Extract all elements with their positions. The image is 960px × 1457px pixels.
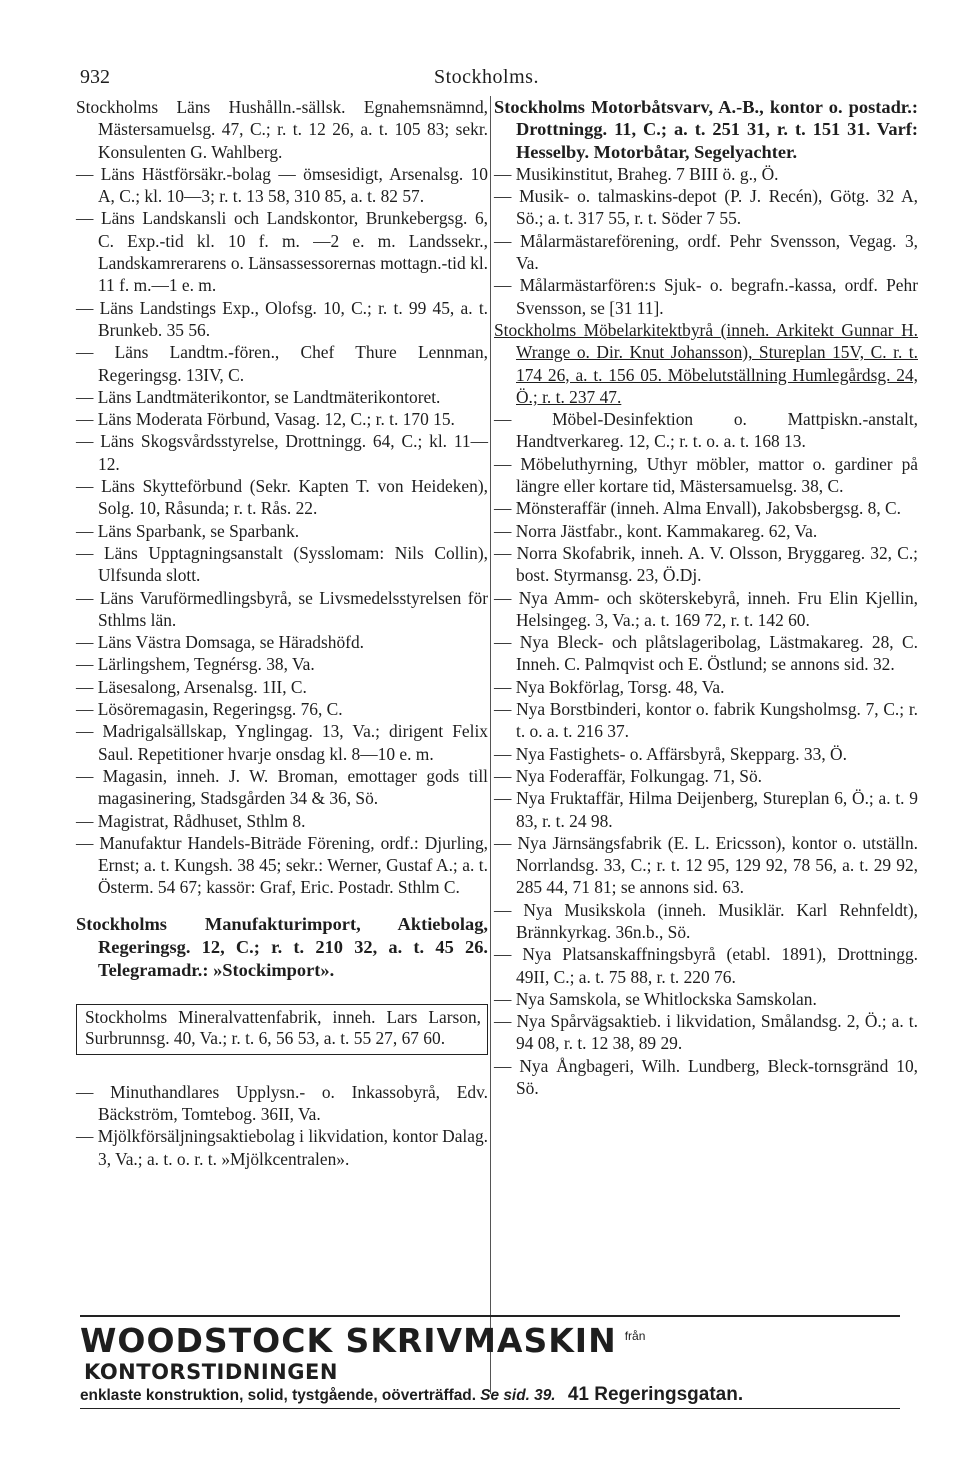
directory-entry: — Nya Samskola, se Whitlockska Samskolan. (494, 988, 817, 1009)
left-entry-list-tail (76, 1081, 488, 1170)
directory-entry: — Nya Musikskola (inneh. Musiklär. Karl Rehnfeldt), Brännkyrkag. 36n.b., Sö. (494, 899, 918, 942)
directory-entry: — Nya Borstbinderi, kontor o. fabrik Kungsholmsg. 7, C.; r. t. o. a. t. 216 37. (494, 699, 918, 742)
directory-entry: — Läsesalong, Arsenalsg. 1II, C. (76, 676, 307, 697)
right-column (494, 96, 918, 1099)
directory-entry: — Nya Bokförlag, Torsg. 48, Va. (494, 676, 725, 697)
directory-entry: — Mjölkförsäljningsaktiebolag i likvidation, kontor Dalag. 3, Va.; a. t. o. r. t. »Mjölkcentralen». (76, 1126, 489, 1169)
directory-entry: — Nya Amm- och sköterskebyrå, inneh. Fru Elin Kjellin, Helsingeg. 3, Va.; a. t. 169 72, r. t. 142 60. (494, 587, 918, 630)
advertisement-banner (80, 1315, 900, 1409)
directory-entry: — Läns Upptagningsanstalt (Sysslomam: Nils Collin), Ulfsunda slott. (76, 542, 488, 586)
directory-entry: — Manufaktur Handels-Biträde Förening, ordf.: Djurling, Ernst; a. t. Kungsh. 38 45; sekr.: Werner, Gustaf A.; a. t. Österm. 54 67; kassör: Graf, Eric. Postadr. Sthlm C. (76, 832, 488, 898)
directory-entry: — Musikinstitut, Braheg. 7 BIII ö. g., Ö. (494, 163, 779, 184)
directory-entry: — Nya Fruktaffär, Hilma Deijenberg, Stureplan 6, Ö.; a. t. 9 83, r. t. 24 98. (494, 788, 918, 831)
directory-entry: — Nya Bleck- och plåtslageribolag, Lästmakareg. 28, C. Inneh. C. Palmqvist och E. Östlund; se annons sid. 32. (494, 632, 918, 675)
directory-entry: — Läns Varuförmedlingsbyrå, se Livsmedelsstyrelsen för Sthlms län. (76, 587, 488, 630)
directory-entry: — Läns Skytteförbund (Sekr. Kapten T. von Heideken), Solg. 10, Råsunda; r. t. Rås. 22. (76, 476, 488, 519)
directory-entry: — Möbeluthyrning, Uthyr möbler, mattor o. gardiner på längre eller kortare tid, Mästersamuelsg. 38, C. (494, 453, 918, 497)
directory-entry: — Nya Platsanskaffningsbyrå (etabl. 1891), Drottningg. 49II, C.; a. t. 75 88, r. t. 220 76. (494, 944, 918, 987)
directory-entry: — Läns Hästförsäkr.-bolag — ömsesidigt, Arsenalsg. 10 A, C.; kl. 10—3; r. t. 13 58, 310 85, a. t. 82 57. (76, 163, 488, 207)
directory-entry: Stockholms Motorbåtsvarv, A.-B., kontor o. postadr.: Drottningg. 11, C.; a. t. 251 31, r. t. 151 31. Varf: Hesselby. Motorbåtar, Segelyachter. (494, 97, 918, 162)
left-column (76, 96, 488, 1170)
directory-entry: — Målarmästareförening, ordf. Pehr Svensson, Vegag. 3, Va. (494, 230, 918, 274)
ad-tagline-row (80, 1384, 900, 1409)
directory-entry: — Läns Landstings Exp., Olofsg. 10, C.; r. t. 99 45, a. t. Brunkeb. 35 56. (76, 297, 488, 340)
ad-brand: WOODSTOCK SKRIVMASKIN (80, 1321, 617, 1360)
ad-tagline: enklaste konstruktion, solid, tystgående, oöverträffad. (80, 1387, 476, 1404)
ad-company: KONTORSTIDNINGEN (84, 1360, 338, 1384)
directory-entry: — Möbel-Desinfektion o. Mattpiskn.-anstalt, Handtverkareg. 12, C.; r. t. o. a. t. 168 13. (494, 409, 918, 452)
directory-entry: — Läns Sparbank, se Sparbank. (76, 520, 300, 541)
directory-entry: — Madrigalsällskap, Ynglingag. 13, Va.; dirigent Felix Saul. Repetitioner hvarje onsdag kl. 8—10 e. m. (76, 721, 488, 764)
directory-entry: — Nya Järnsängsfabrik (E. L. Ericsson), kontor o. utställn. Norrlandsg. 33, C.; r. t. 12 95, 129 92, 78 56, a. t. 29 92, 285 44, 71 81; se annons sid. 63. (494, 832, 918, 898)
page-number: 932 (80, 66, 110, 88)
ad-address: 41 Regeringsgatan. (567, 1384, 744, 1405)
directory-entry: — Magasin, inneh. J. W. Broman, emottager gods till magasinering, Stadsgården 34 & 36, Sö. (76, 765, 488, 809)
column-divider (490, 96, 491, 1394)
directory-entry: Stockholms Läns Hushålln.-sällsk. Egnahemsnämnd, Mästersamuelsg. 47, C.; r. t. 12 26, a. t. 105 83; sekr. Konsulenten G. Wahlberg. (76, 97, 488, 162)
manufakturimport-entry: Stockholms Manufakturimport, Aktiebolag, Regeringsg. 12, C.; r. t. 210 32, a. t. 45 26. Telegramadr.: »Stockimport». (76, 913, 488, 980)
ad-see-page: Se sid. 39. (480, 1387, 556, 1404)
directory-entry: — Norra Skofabrik, inneh. A. V. Olsson, Bryggareg. 32, C.; bost. Styrmansg. 23, Ö.Dj. (494, 542, 918, 586)
running-title: Stockholms. (434, 66, 539, 88)
directory-entry: — Läns Västra Domsaga, se Häradshöfd. (76, 632, 364, 653)
directory-entry: — Nya Ångbageri, Wilh. Lundberg, Bleck-tornsgränd 10, Sö. (494, 1055, 918, 1099)
directory-entry: — Läns Landskansli och Landskontor, Brunkebergsg. 6, C. Exp.-tid kl. 10 f. m. —2 e. m. Landssekr., Landskamrerarens o. Länsassessorernas mottagn.-tid kl. 11 f. m.—1 e. m. (76, 208, 488, 296)
right-entry-list (494, 96, 918, 1099)
directory-entry: — Nya Fastighets- o. Affärsbyrå, Skepparg. 33, Ö. (494, 743, 847, 764)
directory-entry: — Läns Moderata Förbund, Vasag. 12, C.; r. t. 170 15. (76, 409, 455, 430)
directory-entry: Stockholms Möbelarkitektbyrå (inneh. Arkitekt Gunnar H. Wrange o. Dir. Knut Johansson), Stureplan 15V, C. r. t. 174 26, a. t. 156 05. Möbelutställning Humlegårdsg. 24, Ö.; r. t. 237 47. (494, 319, 918, 407)
directory-entry: — Lärlingshem, Tegnérsg. 38, Va. (76, 654, 315, 675)
directory-entry: — Läns Skogsvårdsstyrelse, Drottningg. 64, C.; kl. 11—12. (76, 431, 488, 474)
ad-from: från (624, 1329, 646, 1343)
directory-entry: — Nya Foderaffär, Folkungag. 71, Sö. (494, 765, 763, 786)
mineralvatten-boxed-entry: Stockholms Mineralvattenfabrik, inneh. Lars Larson, Surbrunnsg. 40, Va.; r. t. 6, 56 53, a. t. 55 27, 67 60. (76, 1004, 488, 1055)
advertisement-headline (80, 1321, 900, 1384)
directory-entry: — Mönsteraffär (inneh. Alma Envall), Jakobsbergsg. 8, C. (494, 498, 901, 519)
directory-entry: — Nya Spårvägsaktieb. i likvidation, Smålandsg. 2, Ö.; a. t. 94 08, r. t. 12 38, 89 29. (494, 1011, 918, 1054)
directory-entry: — Lösöremagasin, Regeringsg. 76, C. (76, 699, 343, 720)
directory-entry: — Läns Landtm.-fören., Chef Thure Lennman, Regeringsg. 13IV, C. (76, 342, 488, 385)
directory-entry: — Läns Landtmäterikontor, se Landtmäterikontoret. (76, 386, 441, 407)
directory-entry: — Magistrat, Rådhuset, Sthlm 8. (76, 810, 306, 831)
directory-entry: — Minuthandlares Upplysn.- o. Inkassobyrå, Edv. Bäckström, Tomtebog. 36II, Va. (76, 1081, 488, 1124)
directory-entry: — Musik- o. talmaskins-depot (P. J. Recén), Götg. 32 A, Sö.; a. t. 317 55, r. t. Söder 7 55. (494, 186, 918, 229)
directory-entry: — Målarmästarfören:s Sjuk- o. begrafn.-kassa, ordf. Pehr Svensson, se [31 11]. (494, 275, 918, 318)
left-entry-list (76, 96, 488, 899)
directory-entry: — Norra Jästfabr., kont. Kammakareg. 62, Va. (494, 520, 818, 541)
